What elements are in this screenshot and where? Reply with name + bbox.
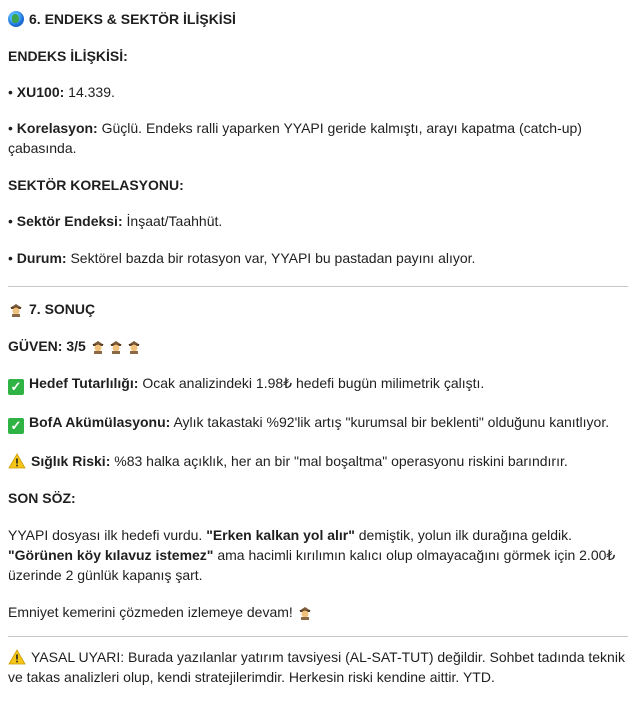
son-soz-paragraph: YYAPI dosyası ilk hedefi vurdu. "Erken kalkan yol alır" demiştik, yolun ilk durağına geldik. "Görünen köy kılavuz istemez" ama hacimli kırılımın kalıcı olup olmayacağını görmek için 2.00₺ üzerinde 2 günlük kapanış şart. — [8, 527, 616, 583]
hedef-tutarliligi-item: ✓ Hedef Tutarlılığı: Ocak analizindeki 1.98₺ hedefi bugün milimetrik çalıştı. — [8, 373, 632, 395]
divider-bottom — [8, 636, 628, 637]
korelasyon-item: • Korelasyon: Güçlü. Endeks ralli yaparken YYAPI geride kalmıştı, arayı kapatma (catch-up) çabasında. — [8, 120, 582, 156]
warning-icon — [8, 649, 26, 665]
legal-disclaimer: YASAL UYARI: Burada yazılanlar yatırım tavsiyesi (AL-SAT-TUT) değildir. Sohbet tadında teknik ve takas analizleri olup, kendi stratejilerimdir. Herkesin riski kendine aittir. YTD. — [8, 649, 625, 685]
sig-riski-item: Sığlık Riski: %83 halka açıklık, her an bir "mal boşaltma" operasyonu riskini barındırır. — [8, 451, 632, 471]
durum-item: • Durum: Sektörel bazda bir rotasyon var, YYAPI bu pastadan payını alıyor. — [8, 250, 476, 266]
divider-top — [8, 286, 628, 287]
detective-icon — [8, 301, 24, 317]
endeks-heading: ENDEKS İLİŞKİSİ: — [8, 48, 128, 64]
check-icon: ✓ — [8, 418, 24, 434]
sektor-heading: SEKTÖR KORELASYONU: — [8, 177, 184, 193]
xu100-item: • XU100: 14.339. — [8, 84, 115, 100]
detective-icon — [126, 338, 142, 354]
guven-rating: GÜVEN: 3/5 — [8, 336, 632, 356]
detective-icon — [90, 338, 106, 354]
detective-icon — [297, 604, 313, 620]
bofa-item: ✓ BofA Akümülasyonu: Aylık takastaki %92'lik artış "kurumsal bir beklenti" olduğunu kanıtlıyor. — [8, 412, 632, 434]
warning-icon — [8, 453, 26, 469]
section-7-title: 7. SONUÇ — [8, 299, 632, 319]
sektor-endeksi-item: • Sektör Endeksi: İnşaat/Taahhüt. — [8, 213, 223, 229]
son-soz-heading: SON SÖZ: — [8, 490, 76, 506]
check-icon: ✓ — [8, 379, 24, 395]
section-6-title: 6. ENDEKS & SEKTÖR İLİŞKİSİ — [8, 9, 236, 29]
closing-line: Emniyet kemerini çözmeden izlemeye devam! — [8, 602, 632, 622]
guven-icons — [90, 338, 144, 354]
globe-icon — [8, 11, 24, 27]
detective-icon — [108, 338, 124, 354]
